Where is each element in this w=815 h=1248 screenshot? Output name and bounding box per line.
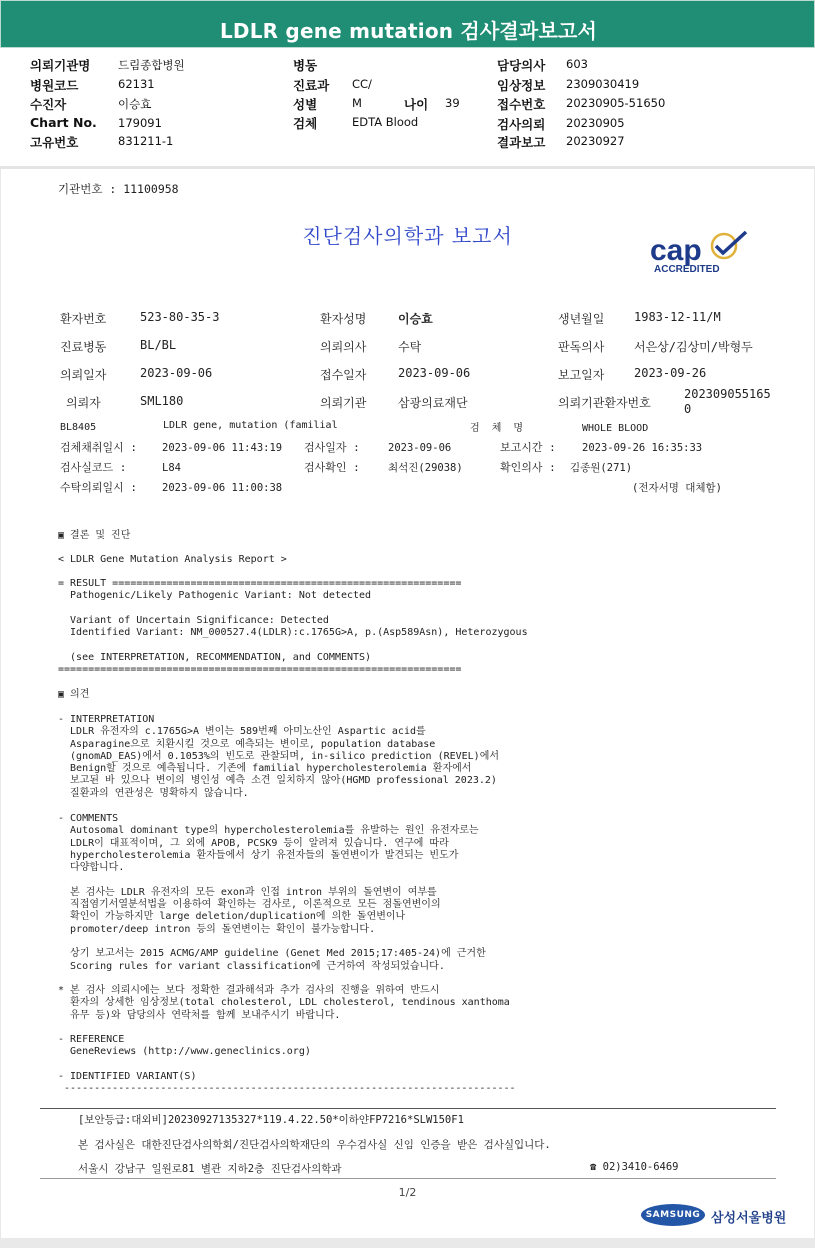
report-title: 진단검사의학과 보고서: [302, 224, 513, 248]
value-order-date: 2023-09-06: [140, 366, 213, 380]
value-patient-no: 523-80-35-3: [140, 310, 220, 324]
value-collect-time: 2023-09-06 11:43:19: [162, 442, 283, 454]
value-reading-doctor: 서은상/김상미/박형두: [634, 340, 753, 354]
request-note-block: * 본 검사 의뢰시에는 보다 정확한 결과해석과 추가 검사의 진행을 위하여 반드시 환자의 상세한 임상정보(total cholesterol, LDL cholesterol, tendinous xanthoma 유무 등)와 담당의사 연락처를 함께 보내주시기 바랍니다.: [58, 985, 510, 1021]
report-banner: [0, 0, 815, 48]
value-report-time: 2023-09-26 16:35:33: [582, 442, 703, 454]
label-report-date: 결과보고: [497, 135, 546, 150]
label-confirm-doctor: 확인의사 :: [500, 461, 556, 474]
value-requesting-org: 삼광의료재단: [398, 396, 468, 410]
label-clinic-ward: 진료병동: [60, 340, 107, 354]
label-reading-doctor: 판독의사: [558, 340, 605, 354]
lab-phone: ☎ 02)3410-6469: [590, 1161, 679, 1173]
reference-block: - REFERENCE GeneReviews (http://www.geneclinics.org): [58, 1034, 311, 1058]
certification-line: 본 검사실은 대한진단검사의학회/진단검사의학재단의 우수검사실 신임 인증을 받은 검사실입니다.: [78, 1139, 551, 1151]
label-collect-time: 검체채취일시 :: [60, 441, 138, 454]
value-org-patient-no-cont: 0: [684, 402, 692, 416]
label-requesting-org: 의뢰기관: [320, 396, 367, 410]
cap-accredited-logo: [648, 230, 758, 276]
label-request-date: 검사의뢰: [497, 117, 546, 132]
label-hospital-code: 병원코드: [30, 78, 79, 93]
value-org-patient-no: 202309055165: [684, 387, 771, 401]
bottom-bar: [0, 1238, 815, 1248]
security-line: [보안등급:대외비]20230927135327*119.4.22.50*이하얀FP7216*SLW150F1: [78, 1114, 464, 1126]
analysis-report-title: < LDLR Gene Mutation Analysis Report >: [58, 554, 287, 565]
label-received-time: 수탁의뢰일시 :: [60, 481, 138, 494]
label-report-date-2: 보고일자: [558, 368, 605, 382]
samsung-logo: SAMSUNG: [641, 1204, 705, 1226]
comments-block: - COMMENTS Autosomal dominant type의 hypercholesterolemia를 유발하는 원인 유전자로는 LDLR이 대표적이며, 그 외에 APOB, PCSK9 등이 알려져 있습니다. 연구에 따라 hypercholesterolemia 환자들에서 상기 유전자들의 돌연변이가 발견되는 빈도가 다양합니다. 본 검사는 LDLR 유전자의 모든 exon과 인접 intron 부위의 돌연변이 여부를 직접염기서열분석법을 이용하여 확인하는 검사로, 이론적으로 모든 점돌연변이의 확인이 가능하지만 large deletion/duplication에 의한 돌연변이나 promoter/deep intron 등의 돌연변이는 확인이 불가능합니다. 상기 보고서는 2015 ACMG/AMP guideline (Genet Med 2015;17:405-24)에 근거한 Scoring rules for variant classification에 근거하여 작성되었습니다.: [58, 813, 486, 972]
label-org-patient-no: 의뢰기관환자번호: [558, 396, 651, 410]
label-test-date: 검사일자 :: [304, 441, 360, 454]
value-test-confirm: 최석진(29038): [388, 462, 463, 474]
interpretation-block: - INTERPRETATION LDLR 유전자의 c.1765G>A 변이는 589번째 아미노산인 Aspartic acid를 Asparagine으로 치환시킬 것으로 예측되는 변이로, population database (gnomAD_EAS)에서 0.1053%의 빈도로 관찰되며, in-silico prediction (REVEL)에서 Benign할 것으로 예측됩니다. 기존에 familial hypercholesterolemia 환자에서 보고된 바 있으나 변이의 병인성 예측 소견 일치하지 않아(HGMD professional 2023.2) 질환과의 연관성은 명확하지 않습니다.: [58, 714, 500, 799]
value-patient: 이승효: [118, 97, 152, 111]
banner-title: LDLR gene mutation 검사결과보고서: [219, 19, 598, 43]
value-hospital-code: 62131: [118, 77, 155, 91]
value-test-date: 2023-09-06: [388, 442, 452, 454]
footer-top-rule: [40, 1108, 776, 1109]
value-department: CC/: [352, 77, 372, 91]
value-report-date-2: 2023-09-26: [634, 366, 707, 380]
value-report-date: 20230927: [566, 134, 625, 148]
label-requester: 의뢰자: [66, 396, 101, 410]
label-specimen: 검체: [293, 116, 318, 131]
label-ward: 병동: [293, 58, 318, 73]
value-clinical-info: 2309030419: [566, 77, 640, 91]
value-unique-no: 831211-1: [118, 134, 174, 148]
page-number: 1/2: [398, 1186, 417, 1199]
value-received-time: 2023-09-06 11:00:38: [162, 482, 283, 494]
label-receipt-date: 접수일자: [320, 368, 367, 382]
cap-logo-text: cap: [650, 234, 702, 267]
label-sex: 성별: [293, 97, 318, 112]
value-specimen: EDTA Blood: [352, 115, 419, 129]
label-receipt-no: 접수번호: [497, 97, 546, 112]
exam-code: BL8405: [60, 422, 97, 433]
header-separator: [0, 166, 815, 169]
cap-accredited-text: ACCREDITED: [654, 264, 720, 275]
label-doctor: 담당의사: [497, 58, 546, 73]
label-patient-name: 환자성명: [320, 312, 367, 326]
value-age: 39: [445, 96, 460, 110]
identified-variants-block: - IDENTIFIED VARIANT(S) ---------------------------------------------------------------------------: [58, 1071, 516, 1095]
label-department: 진료과: [293, 78, 330, 93]
header-info: [0, 52, 815, 164]
value-birthdate: 1983-12-11/M: [634, 310, 721, 324]
hospital-name: 삼성서울병원: [711, 1211, 787, 1226]
label-unique-no: 고유번호: [30, 135, 79, 150]
institution-number: 기관번호 : 11100958: [58, 182, 179, 196]
label-order-date: 의뢰일자: [60, 368, 107, 382]
label-patient: 수진자: [30, 97, 67, 112]
value-clinic-ward: BL/BL: [140, 338, 177, 352]
exam-name: LDLR gene, mutation (familial: [163, 420, 338, 431]
value-lab-code: L84: [162, 462, 181, 474]
value-sex: M: [352, 96, 362, 110]
label-report-time: 보고시간 :: [500, 441, 556, 454]
label-age: 나이: [404, 97, 429, 112]
esign-note: (전자서명 대체함): [632, 482, 722, 494]
value-requester: SML180: [140, 394, 184, 408]
label-clinical-info: 임상정보: [497, 78, 546, 93]
label-patient-no: 환자번호: [60, 312, 107, 326]
label-referring-doctor: 의뢰의사: [320, 340, 367, 354]
lab-address: 서울시 강남구 일원로81 별관 지하2층 진단검사의학과: [78, 1163, 342, 1175]
label-lab-code: 검사실코드 :: [60, 461, 127, 474]
footer-bottom-rule: [40, 1178, 776, 1179]
value-referring-doctor: 수탁: [398, 340, 422, 354]
label-birthdate: 생년월일: [558, 312, 605, 326]
value-institution: 드림종합병원: [118, 58, 185, 72]
section-opinion-heading: ▣ 의견: [58, 689, 90, 700]
section-conclusion-heading: ▣ 결론 및 진단: [58, 530, 131, 541]
value-patient-name: 이승효: [398, 312, 433, 326]
value-receipt-no: 20230905-51650: [566, 96, 666, 110]
result-block: = RESULT ========================================================== Pathogenic/Likely Pathogenic Variant: Not detected Variant of Uncertain Significance: Detected Identified Variant: NM_000527.4(LDLR):c.1765G>A, p.(Asp589Asn), Heterozygous (see INTERPRETATION, RECOMMENDATION, and COMMENTS) ===================================================================: [58, 578, 528, 676]
value-specimen-name: WHOLE BLOOD: [582, 423, 649, 434]
value-chart-no: 179091: [118, 116, 162, 130]
sheet-border-left: [0, 169, 1, 1248]
value-receipt-date: 2023-09-06: [398, 366, 471, 380]
label-chart-no: Chart No.: [30, 115, 97, 130]
value-doctor: 603: [566, 57, 588, 71]
label-institution: 의뢰기관명: [30, 58, 91, 73]
label-test-confirm: 검사확인 :: [304, 461, 360, 474]
value-request-date: 20230905: [566, 116, 625, 130]
value-confirm-doctor: 김종원(271): [570, 462, 633, 474]
label-specimen-name: 검 체 명: [470, 423, 524, 434]
